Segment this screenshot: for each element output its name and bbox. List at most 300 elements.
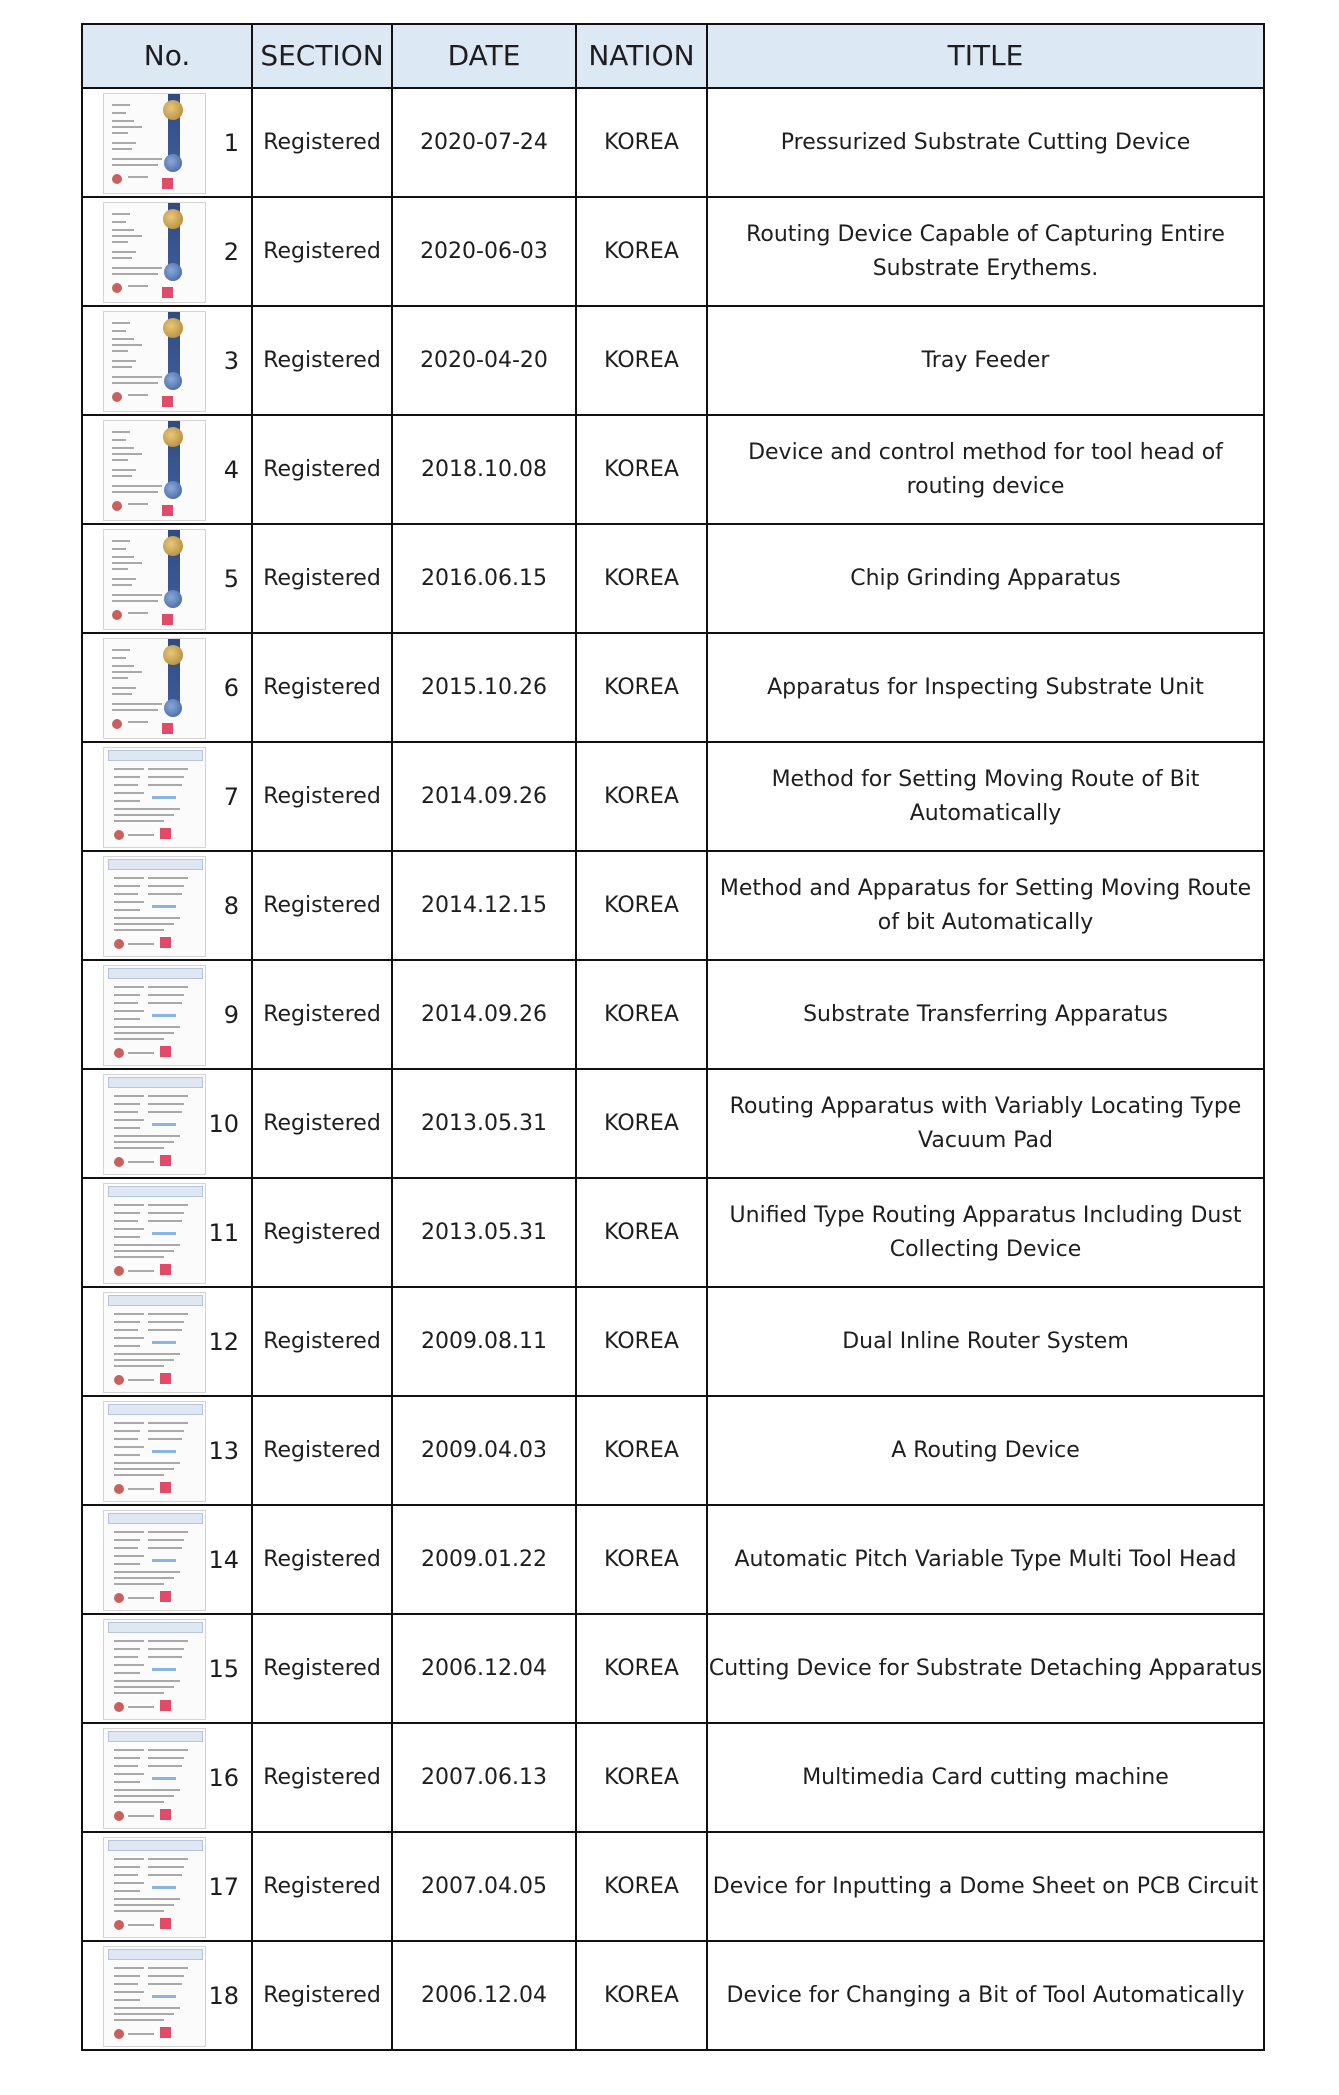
certificate-text-line	[114, 1571, 180, 1573]
nation-cell: KOREA	[576, 1396, 707, 1505]
certificate-text-line	[148, 885, 184, 887]
stamp-icon	[162, 396, 173, 407]
row-number: 16	[208, 1763, 239, 1792]
table-row	[82, 1287, 1264, 1396]
nation-cell: KOREA	[576, 1287, 707, 1396]
certificate-text-line	[112, 485, 162, 487]
certificate-thumbnail	[103, 856, 206, 957]
emblem-icon	[112, 392, 122, 402]
certificate-text-line	[114, 1692, 164, 1694]
title-cell: Routing Apparatus with Variably Locating Type Vacuum Pad	[707, 1069, 1264, 1178]
stamp-icon	[162, 178, 173, 189]
certificate-text-line	[114, 1365, 164, 1367]
certificate-text-line	[112, 453, 142, 455]
certificate-thumbnail	[103, 638, 206, 739]
table-row	[82, 633, 1264, 742]
certificate-text-line	[114, 1111, 138, 1113]
table-row	[82, 415, 1264, 524]
title-cell: Substrate Transferring Apparatus	[707, 960, 1264, 1069]
certificate-text-line	[148, 1204, 188, 1206]
certificate-text-line	[114, 1795, 174, 1797]
title-cell: Dual Inline Router System	[707, 1287, 1264, 1396]
certificate-text-line	[112, 350, 128, 352]
certificate-text-line	[112, 703, 162, 705]
certificate-text-line	[128, 1488, 154, 1490]
table-row	[82, 1178, 1264, 1287]
certificate-text-line	[112, 540, 130, 542]
certificate-text-line	[128, 394, 148, 396]
section-cell: Registered	[252, 1614, 392, 1723]
certificate-text-line	[114, 1547, 138, 1549]
certificate-text-line	[114, 1858, 144, 1860]
title-cell: Method for Setting Moving Route of Bit Automatically	[707, 742, 1264, 851]
date-cell: 2015.10.26	[392, 633, 576, 742]
table-row	[82, 1396, 1264, 1505]
table-row	[82, 851, 1264, 960]
column-header-nation: NATION	[576, 24, 707, 88]
certificate-text-line	[112, 376, 162, 378]
certificate-header-band	[108, 1622, 203, 1633]
section-cell: Registered	[252, 633, 392, 742]
date-cell: 2009.04.03	[392, 1396, 576, 1505]
title-cell: Device for Changing a Bit of Tool Automatically	[707, 1941, 1264, 2050]
title-cell: Unified Type Routing Apparatus Including Dust Collecting Device	[707, 1178, 1264, 1287]
certificate-text-line	[112, 251, 136, 253]
certificate-highlight	[152, 1995, 176, 1998]
table-row	[82, 1505, 1264, 1614]
title-cell: Device for Inputting a Dome Sheet on PCB Circuit	[707, 1832, 1264, 1941]
certificate-text-line	[114, 1640, 144, 1642]
certificate-text-line	[148, 1111, 182, 1113]
seal-icon	[164, 699, 182, 717]
certificate-text-line	[114, 1648, 140, 1650]
certificate-text-line	[128, 1597, 154, 1599]
certificate-thumbnail	[103, 1183, 206, 1284]
date-cell: 2014.09.26	[392, 960, 576, 1069]
date-cell: 2009.01.22	[392, 1505, 576, 1614]
no-cell	[82, 1614, 252, 1723]
certificate-text-line	[112, 142, 136, 144]
certificate-text-line	[148, 1656, 182, 1658]
certificate-text-line	[148, 1438, 182, 1440]
certificate-text-line	[114, 1018, 140, 1020]
certificate-text-line	[148, 1749, 188, 1751]
certificate-text-line	[128, 1706, 154, 1708]
certificate-text-line	[114, 1999, 140, 2001]
date-cell: 2018.10.08	[392, 415, 576, 524]
certificate-text-line	[148, 1648, 184, 1650]
certificate-text-line	[114, 1874, 138, 1876]
certificate-thumbnail	[103, 529, 206, 630]
medal-icon	[163, 645, 183, 665]
certificate-text-line	[148, 893, 182, 895]
date-cell: 2014.09.26	[392, 742, 576, 851]
row-number: 8	[223, 891, 239, 920]
certificate-text-line	[114, 1422, 144, 1424]
certificate-thumbnail	[103, 311, 206, 412]
date-cell: 2020-06-03	[392, 197, 576, 306]
certificate-text-line	[148, 1547, 182, 1549]
emblem-icon	[112, 719, 122, 729]
certificate-text-line	[128, 1270, 154, 1272]
stamp-icon	[160, 2027, 171, 2038]
certificate-text-line	[112, 267, 162, 269]
medal-icon	[163, 318, 183, 338]
nation-cell: KOREA	[576, 1069, 707, 1178]
certificate-thumbnail	[103, 93, 206, 194]
certificate-text-line	[114, 1686, 174, 1688]
certificate-text-line	[112, 687, 136, 689]
certificate-text-line	[114, 1212, 140, 1214]
no-cell	[82, 1069, 252, 1178]
certificate-text-line	[128, 721, 148, 723]
medal-icon	[163, 100, 183, 120]
certificate-thumbnail	[103, 1401, 206, 1502]
no-cell	[82, 524, 252, 633]
row-number: 2	[223, 237, 239, 266]
certificate-text-line	[112, 382, 158, 384]
medal-icon	[163, 427, 183, 447]
emblem-icon	[114, 1157, 124, 1167]
certificate-highlight	[152, 1668, 176, 1671]
title-cell: Routing Device Capable of Capturing Entire Substrate Erythems.	[707, 197, 1264, 306]
section-cell: Registered	[252, 524, 392, 633]
certificate-text-line	[114, 1321, 140, 1323]
emblem-icon	[114, 939, 124, 949]
certificate-thumbnail	[103, 1946, 206, 2047]
row-number: 3	[223, 346, 239, 375]
certificate-text-line	[114, 792, 144, 794]
certificate-text-line	[128, 2033, 154, 2035]
certificate-text-line	[114, 1337, 144, 1339]
nation-cell: KOREA	[576, 1832, 707, 1941]
section-cell: Registered	[252, 1396, 392, 1505]
certificate-text-line	[114, 986, 144, 988]
certificate-text-line	[112, 600, 158, 602]
seal-icon	[164, 263, 182, 281]
nation-cell: KOREA	[576, 197, 707, 306]
certificate-text-line	[128, 1379, 154, 1381]
nation-cell: KOREA	[576, 1614, 707, 1723]
certificate-text-line	[114, 1228, 144, 1230]
certificate-text-line	[114, 901, 144, 903]
emblem-icon	[114, 1375, 124, 1385]
stamp-icon	[162, 614, 173, 625]
section-cell: Registered	[252, 1069, 392, 1178]
certificate-text-line	[114, 1095, 144, 1097]
certificate-header-band	[108, 1513, 203, 1524]
certificate-text-line	[114, 1032, 174, 1034]
certificate-text-line	[114, 877, 144, 879]
certificate-text-line	[148, 1866, 184, 1868]
certificate-text-line	[114, 784, 138, 786]
certificate-header-band	[108, 1404, 203, 1415]
certificate-text-line	[148, 1313, 188, 1315]
emblem-icon	[114, 2029, 124, 2039]
title-cell: Method and Apparatus for Setting Moving Route of bit Automatically	[707, 851, 1264, 960]
certificate-thumbnail	[103, 747, 206, 848]
certificate-thumbnail	[103, 420, 206, 521]
table-row	[82, 960, 1264, 1069]
certificate-text-line	[114, 1038, 164, 1040]
certificate-text-line	[112, 360, 136, 362]
section-cell: Registered	[252, 1287, 392, 1396]
certificate-thumbnail	[103, 1074, 206, 1175]
certificate-text-line	[114, 1236, 140, 1238]
table-row	[82, 88, 1264, 197]
nation-cell: KOREA	[576, 1178, 707, 1287]
certificate-text-line	[112, 562, 142, 564]
certificate-text-line	[114, 1890, 140, 1892]
stamp-icon	[160, 1373, 171, 1384]
certificate-thumbnail	[103, 202, 206, 303]
stamp-icon	[162, 287, 173, 298]
certificate-text-line	[114, 1359, 174, 1361]
certificate-text-line	[114, 1781, 140, 1783]
certificate-text-line	[112, 229, 134, 231]
stamp-icon	[160, 1918, 171, 1929]
date-cell: 2013.05.31	[392, 1178, 576, 1287]
row-number: 13	[208, 1436, 239, 1465]
certificate-text-line	[114, 1898, 180, 1900]
table-row	[82, 1832, 1264, 1941]
medal-icon	[163, 536, 183, 556]
certificate-highlight	[152, 1341, 176, 1344]
emblem-icon	[114, 1484, 124, 1494]
table-row	[82, 1614, 1264, 1723]
row-number: 14	[208, 1545, 239, 1574]
seal-icon	[164, 481, 182, 499]
emblem-icon	[114, 830, 124, 840]
no-cell	[82, 1396, 252, 1505]
certificate-text-line	[148, 877, 188, 879]
certificate-text-line	[112, 584, 132, 586]
emblem-icon	[112, 610, 122, 620]
certificate-highlight	[152, 905, 176, 908]
no-cell	[82, 197, 252, 306]
certificate-text-line	[114, 1765, 138, 1767]
certificate-text-line	[112, 338, 134, 340]
no-cell	[82, 306, 252, 415]
certificate-text-line	[114, 1468, 174, 1470]
certificate-text-line	[148, 1640, 188, 1642]
stamp-icon	[160, 937, 171, 948]
no-cell	[82, 851, 252, 960]
certificate-text-line	[114, 1983, 138, 1985]
table-row	[82, 1723, 1264, 1832]
section-cell: Registered	[252, 306, 392, 415]
emblem-icon	[112, 174, 122, 184]
section-cell: Registered	[252, 1505, 392, 1614]
nation-cell: KOREA	[576, 306, 707, 415]
certificate-text-line	[114, 1462, 180, 1464]
certificate-text-line	[112, 431, 130, 433]
certificate-text-line	[114, 1910, 164, 1912]
table-row	[82, 1941, 1264, 2050]
certificate-text-line	[112, 126, 142, 128]
row-number: 5	[223, 564, 239, 593]
no-cell	[82, 1505, 252, 1614]
certificate-text-line	[114, 1866, 140, 1868]
certificate-thumbnail	[103, 1510, 206, 1611]
no-cell	[82, 633, 252, 742]
certificate-text-line	[128, 1161, 154, 1163]
certificate-text-line	[114, 923, 174, 925]
certificate-text-line	[112, 447, 134, 449]
certificate-header-band	[108, 1186, 203, 1197]
certificate-text-line	[114, 1680, 180, 1682]
certificate-text-line	[112, 164, 158, 166]
certificate-text-line	[114, 1757, 140, 1759]
emblem-icon	[114, 1048, 124, 1058]
date-cell: 2020-07-24	[392, 88, 576, 197]
certificate-text-line	[148, 1103, 184, 1105]
row-number: 15	[208, 1654, 239, 1683]
column-header-date: DATE	[392, 24, 576, 88]
certificate-highlight	[152, 1559, 176, 1562]
date-cell: 2014.12.15	[392, 851, 576, 960]
certificate-text-line	[114, 1204, 144, 1206]
certificate-text-line	[148, 1983, 182, 1985]
certificate-text-line	[114, 1329, 138, 1331]
certificate-text-line	[148, 1220, 182, 1222]
title-cell: Apparatus for Inspecting Substrate Unit	[707, 633, 1264, 742]
certificate-text-line	[114, 1656, 138, 1658]
certificate-text-line	[148, 1757, 184, 1759]
stamp-icon	[162, 505, 173, 516]
certificate-text-line	[112, 221, 126, 223]
certificate-text-line	[114, 2007, 180, 2009]
certificate-text-line	[148, 1430, 184, 1432]
section-cell: Registered	[252, 1178, 392, 1287]
certificate-header-band	[108, 859, 203, 870]
certificate-text-line	[128, 1815, 154, 1817]
column-header-section: SECTION	[252, 24, 392, 88]
section-cell: Registered	[252, 851, 392, 960]
row-number: 17	[208, 1872, 239, 1901]
section-cell: Registered	[252, 1832, 392, 1941]
no-cell	[82, 1178, 252, 1287]
certificate-text-line	[114, 1313, 144, 1315]
certificate-text-line	[128, 1924, 154, 1926]
certificate-text-line	[114, 1438, 138, 1440]
title-cell: Chip Grinding Apparatus	[707, 524, 1264, 633]
emblem-icon	[112, 283, 122, 293]
certificate-text-line	[114, 2019, 164, 2021]
emblem-icon	[114, 1266, 124, 1276]
certificate-text-line	[148, 1002, 182, 1004]
certificate-text-line	[114, 1353, 180, 1355]
header-row	[82, 24, 1264, 88]
section-cell: Registered	[252, 960, 392, 1069]
nation-cell: KOREA	[576, 524, 707, 633]
certificate-text-line	[112, 568, 128, 570]
certificate-text-line	[114, 1577, 174, 1579]
certificate-text-line	[148, 1329, 182, 1331]
certificate-text-line	[114, 1904, 174, 1906]
certificate-text-line	[114, 1250, 174, 1252]
certificate-highlight	[152, 1886, 176, 1889]
certificate-thumbnail	[103, 1728, 206, 1829]
certificate-text-line	[148, 1975, 184, 1977]
certificate-header-band	[108, 750, 203, 761]
certificate-text-line	[114, 776, 140, 778]
date-cell: 2013.05.31	[392, 1069, 576, 1178]
certificate-text-line	[114, 1991, 144, 1993]
certificate-header-band	[108, 1731, 203, 1742]
nation-cell: KOREA	[576, 742, 707, 851]
row-number: 12	[208, 1327, 239, 1356]
certificate-highlight	[152, 1777, 176, 1780]
certificate-text-line	[112, 257, 132, 259]
certificate-text-line	[114, 1664, 144, 1666]
column-header-title: TITLE	[707, 24, 1264, 88]
certificate-text-line	[112, 556, 134, 558]
table-row	[82, 742, 1264, 851]
certificate-text-line	[114, 994, 140, 996]
column-header-no: No.	[82, 24, 252, 88]
certificate-text-line	[114, 1256, 164, 1258]
certificate-text-line	[112, 241, 128, 243]
certificate-text-line	[112, 649, 130, 651]
certificate-thumbnail	[103, 1619, 206, 1720]
certificate-text-line	[112, 491, 158, 493]
certificate-text-line	[148, 1967, 188, 1969]
certificate-text-line	[114, 1135, 180, 1137]
emblem-icon	[112, 501, 122, 511]
certificate-text-line	[148, 1095, 188, 1097]
certificate-text-line	[114, 820, 164, 822]
title-cell: Pressurized Substrate Cutting Device	[707, 88, 1264, 197]
nation-cell: KOREA	[576, 1941, 707, 2050]
nation-cell: KOREA	[576, 633, 707, 742]
certificate-text-line	[114, 1103, 140, 1105]
row-number: 6	[223, 673, 239, 702]
certificate-text-line	[112, 657, 126, 659]
emblem-icon	[114, 1811, 124, 1821]
seal-icon	[164, 372, 182, 390]
certificate-text-line	[114, 768, 144, 770]
certificate-text-line	[114, 1531, 144, 1533]
title-cell: Automatic Pitch Variable Type Multi Tool Head	[707, 1505, 1264, 1614]
certificate-text-line	[114, 1010, 144, 1012]
certificate-text-line	[114, 1967, 144, 1969]
certificate-text-line	[148, 1531, 188, 1533]
certificate-text-line	[148, 986, 188, 988]
title-cell: Tray Feeder	[707, 306, 1264, 415]
no-cell	[82, 742, 252, 851]
table-row	[82, 306, 1264, 415]
certificate-text-line	[114, 2013, 174, 2015]
certificate-text-line	[114, 1583, 164, 1585]
certificate-text-line	[114, 1672, 140, 1674]
stamp-icon	[160, 1591, 171, 1602]
title-cell: A Routing Device	[707, 1396, 1264, 1505]
table-body	[82, 88, 1264, 2050]
stamp-icon	[160, 1700, 171, 1711]
seal-icon	[164, 154, 182, 172]
section-cell: Registered	[252, 88, 392, 197]
section-cell: Registered	[252, 1941, 392, 2050]
certificate-text-line	[112, 148, 132, 150]
certificate-text-line	[114, 1801, 164, 1803]
date-cell: 2007.06.13	[392, 1723, 576, 1832]
certificate-text-line	[114, 917, 180, 919]
certificate-text-line	[112, 104, 130, 106]
date-cell: 2006.12.04	[392, 1941, 576, 2050]
certificate-text-line	[148, 1874, 182, 1876]
title-cell: Multimedia Card cutting machine	[707, 1723, 1264, 1832]
